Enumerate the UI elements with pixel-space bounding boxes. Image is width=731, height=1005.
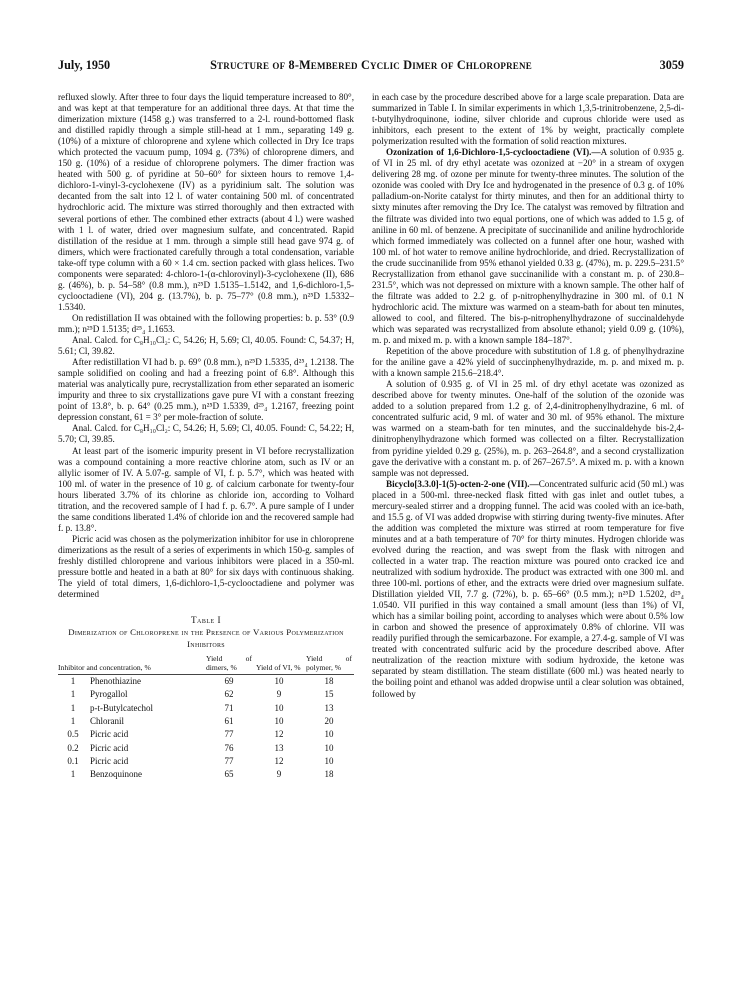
dimers-cell: 71 <box>224 702 234 713</box>
section-heading: Bicyclo[3.3.0]-1(5)-octen-2-one (VII).— <box>386 478 539 489</box>
table-row <box>58 742 354 755</box>
right-column <box>372 92 684 700</box>
dimers-cell: 62 <box>224 689 234 700</box>
column-header: Yield of polymer, % <box>306 654 352 673</box>
inhibitor-cell: Picric acid <box>90 729 129 740</box>
vi-cell: 10 <box>274 716 284 727</box>
paragraph: After redistillation VI had b. p. 69° (0.8 mm.), n²⁵D 1.5335, d²⁵₄ 1.2138. The sample solidified on cooling and had a freezing point of 6.8°. Although this material was analytically pure, recrystallization from ether separated an isomeric impurity and three to six crystallizations gave pure VI with a constant freezing point of 13.8°, b. p. 64° (0.25 mm.), n²⁵D 1.5339, d²⁵₄ 1.2167, freezing point depression constant, 61 = 3° per mole-fraction of solute. <box>58 357 354 423</box>
running-title: Structure of 8-Membered Cyclic Dimer of Chloroprene <box>210 58 532 72</box>
concentration-cell: 1 <box>70 702 76 713</box>
inhibitor-cell: Chloranil <box>90 716 124 727</box>
inhibitor-cell: p-t-Butylcatechol <box>90 702 153 713</box>
dimers-cell: 76 <box>224 742 234 753</box>
page-number: 3059 <box>659 58 684 72</box>
inhibitor-cell: Pyrogallol <box>90 689 128 700</box>
paragraph: On redistillation II was obtained with the following properties: b. p. 53° (0.9 mm.); n²⁵D 1.5135; d²⁵₄ 1.1653. <box>58 312 354 334</box>
bicyclooctenone-paragraph <box>372 479 684 700</box>
column-header: Yield of VI, % <box>256 663 301 673</box>
vi-cell: 10 <box>274 702 284 713</box>
inhibitor-cell: Benzoquinone <box>90 769 142 780</box>
paragraph-body: A solution of 0.935 g. of VI in 25 ml. of dry ethyl acetate was ozonized at −20° in a stream of oxygen delivering 28 mg. of ozone per minute for twenty-three minutes. The solution of the ozonide was cooled with Dry Ice and hydrogenated in the presence of 0.3 g. of 10% palladium-on-Norite catalyst for thirty minutes, and then for an additional thirty to sixty minutes after removing the Dry Ice. The catalyst was removed by filtration and the filtrate was divided into two equal portions, one of which was added to 1.5 g. of aniline in 60 ml. of benzene. A precipitate of succinanilide and aniline hydrochloride which formed immediately was collected on a funnel after one hour, washed with 100 ml. of hot water to remove aniline hydrochloride, and dried. Recrystallization of the crude succinanilide from 95% ethanol yielded 0.33 g. (47%), m. p. 229.5–231.5° Recrystallization from ethanol gave succinanilide with a constant m. p. of 230.8–231.5°, which was not depressed on mixture with a known sample. The other half of the filtrate was added to 2.2 g. of p-nitrophenylhydrazine in 300 ml. of 0.1 N hydrochloric acid. The mixture was warmed on a steam-bath for about ten minutes, allowed to cool, and filtered. The bis-p-nitrophenylhydrazone of succinaldehyde which was separated was recrystallized from absolute ethanol; yield 0.09 g. (10%), m. p. and mixed m. p. with a known sample 184–187°. <box>372 147 685 346</box>
vi-cell: 9 <box>276 689 282 700</box>
polymer-cell: 20 <box>324 716 334 727</box>
polymer-cell: 18 <box>324 769 334 780</box>
concentration-cell: 1 <box>70 676 76 687</box>
dimers-cell: 65 <box>224 769 234 780</box>
analysis-paragraph: Anal. Calcd. for C₈H₁₀Cl₂: C, 54.26; H, 5.69; Cl, 40.05. Found: C, 54.22; H, 5.70; Cl, 39.85. <box>58 423 354 445</box>
table-row <box>58 675 354 689</box>
polymer-cell: 18 <box>324 676 334 687</box>
table-row <box>58 755 354 768</box>
inhibitor-table <box>58 654 354 781</box>
journal-date: July, 1950 <box>58 58 111 72</box>
vi-cell: 12 <box>274 729 284 740</box>
concentration-cell: 0.2 <box>67 742 79 753</box>
ozonization-paragraph <box>372 147 684 346</box>
concentration-cell: 1 <box>70 769 76 780</box>
table-header-row <box>58 654 354 675</box>
table-caption <box>58 614 354 650</box>
vi-cell: 12 <box>274 755 284 766</box>
polymer-cell: 10 <box>324 742 334 753</box>
table-row <box>58 715 354 728</box>
paragraph: Repetition of the above procedure with substitution of 1.8 g. of phenylhydrazine for the aniline gave a 42% yield of succinphenylhydrazide, m. p. and mixed m. p. with a known sample 215.6–218.4°. <box>372 346 684 379</box>
table-row <box>58 688 354 701</box>
concentration-cell: 1 <box>70 689 76 700</box>
dimers-cell: 61 <box>224 716 234 727</box>
inhibitor-cell: Phenothiazine <box>90 676 141 687</box>
table-row <box>58 768 354 781</box>
dimers-cell: 77 <box>224 755 234 766</box>
table-row <box>58 728 354 741</box>
concentration-cell: 1 <box>70 716 76 727</box>
table-title: Dimerization of Chloroprene in the Presence of Various Polymerization Inhibitors <box>68 627 344 650</box>
concentration-cell: 0.5 <box>67 729 79 740</box>
paragraph: refluxed slowly. After three to four days the liquid temperature increased to 80°, and was kept at that temperature for an additional three days. At that time the dimerization mixture (1458 g.) was transferred to a 2-l. round-bottomed flask and distilled rapidly through a simple still-head at 1 mm., separating 149 g. (10%) of a mixture of chloroprene and xylene which collected in Dry Ice traps which protected the vacuum pump, 1094 g. (73%) of chloroprene dimers, and 150 g. (10%) of a residue of chloroprene polymers. The dimer fraction was heated with 500 g. of pyridine at 50–60° for sixteen hours to remove 1,4-dichloro-1-vinyl-3-cyclohexene (IV) as a pyridinium salt. The solution was decanted from the salt into 12 l. of water containing 500 ml. of concentrated hydrochloric acid. The mixture was stirred thoroughly and then extracted with several portions of ether. The combined ether extracts (about 4 l.) were washed with 1 l. of water, dried over magnesium sulfate, and concentrated. Rapid distillation of the residue at 1 mm. through a simple still head gave 974 g. of dimers, which were fractionated carefully through a total condensation, variable take-off type column with a 60 × 1.4 cm. section packed with glass helices. Two components were separated: 4-chloro-1-(α-chlorovinyl)-3-cyclohexene (II), 686 g. (46%), b. p. 54–58° (0.8 mm.), n²⁵D 1.5135–1.5142, and 1,6-dichloro-1,5-cyclooctadiene (VI), 204 g. (13.7%), b. p. 75–77° (0.8 mm.), n²⁵D 1.5332–1.5340. <box>58 92 354 312</box>
vi-cell: 13 <box>274 742 284 753</box>
inhibitor-cell: Picric acid <box>90 742 129 753</box>
left-column <box>58 92 354 782</box>
paragraph: in each case by the procedure described above for a large scale preparation. Data are summarized in Table I. In similar experiments in which 1,3,5-trinitrobenzene, 2,5-di-t-butylhydroquinone, iodine, silver chloride and cuprous chloride were used as inhibitors, each present to the extent of 1% by weight, practically complete polymerization resulted with the formation of solid reaction mixtures. <box>372 92 684 147</box>
analysis-paragraph: Anal. Calcd. for C₈H₁₀Cl₂: C, 54.26; H, 5.69; Cl, 40.05. Found: C, 54.37; H, 5.61; Cl, 39.82. <box>58 335 354 357</box>
page-header <box>58 58 684 74</box>
polymer-cell: 13 <box>324 702 334 713</box>
concentration-cell: 0.1 <box>67 755 79 766</box>
dimers-cell: 77 <box>224 729 234 740</box>
paragraph: At least part of the isomeric impurity present in VI before recrystallization was a compound containing a more reactive chlorine atom, such as IV or an allylic isomer of IV. A 5.07-g. sample of VI, f. p. 5.7°, which was heated with 100 ml. of water in the presence of 10 g. of calcium carbonate for twenty-four hours liberated 3.7% of its chlorine as chloride ion, according to Volhard titration, and the recovered sample of I had f. p. 6.7°. A pure sample of I under the same conditions liberated 1.4% of chloride ion and the recovered sample had f. p. 13.8°. <box>58 445 354 533</box>
polymer-cell: 10 <box>324 729 334 740</box>
table-number: Table I <box>190 615 222 626</box>
table-row <box>58 702 354 715</box>
paragraph: A solution of 0.935 g. of VI in 25 ml. of dry ethyl acetate was ozonized as described above for twenty minutes. One-half of the solution of the ozonide was added to a solution prepared from 1.2 g. of 2,4-dinitrophenylhydrazine, 6 ml. of concentrated sulfuric acid, 9 ml. of water and 30 ml. of 95% ethanol. The mixture was warmed on a steam-bath for ten minutes, and the succinaldehyde bis-2,4-dinitrophenylhydrazone which formed was collected on a filter. Recrystallization from pyridine yielded 0.29 g. (25%), m. p. 263–264.8°, and a second crystallization gave the derivative with a constant m. p. of 267–267.5°. A mixed m. p. with a known sample was not depressed. <box>372 379 684 478</box>
section-heading: Ozonization of 1,6-Dichloro-1,5-cyclooctadiene (VI).— <box>386 147 601 158</box>
vi-cell: 9 <box>276 769 282 780</box>
column-header: Inhibitor and concentration, % <box>58 663 151 673</box>
dimers-cell: 69 <box>224 676 234 687</box>
vi-cell: 10 <box>274 676 284 687</box>
paragraph: Picric acid was chosen as the polymerization inhibitor for use in chloroprene dimerizations as the result of a series of experiments in which 150-g. samples of freshly distilled chloroprene and various inhibitors were placed in a 350-ml. pressure bottle and heated in a bath at 80° for six days with continuous shaking. The yield of total dimers, 1,6-dichloro-1,5-cyclooctadiene and polymer was determined <box>58 533 354 600</box>
inhibitor-cell: Picric acid <box>90 755 129 766</box>
paragraph-body: Concentrated sulfuric acid (50 ml.) was placed in a 500-ml. three-necked flask fitted with gas inlet and outlet tubes, a mercury-sealed stirrer and a dropping funnel. The acid was cooled with an ice-bath, and 15.5 g. of VI was added dropwise with stirring during twenty-five minutes. After the addition was completed the mixture was stirred at room temperature for five minutes and at a bath temperature of 70° for thirty minutes. Hydrogen chloride was evolved during the reaction, and was swept from the flask with nitrogen and collected in a water trap. The reaction mixture was poured onto cracked ice and neutralized with sodium hydroxide. The product was extracted with one 300 ml. and three 100-ml. portions of ether, and the extracts were dried over magnesium sulfate. Distillation yielded VII, 7.7 g. (72%), b. p. 65–66° (0.5 mm.); n²⁵D 1.5202, d²⁵₄ 1.0540. VII purified in this way contained a small amount (less than 1%) of VI, which has a similar boiling point, according to analyses which were about 0.5% low in carbon and showed the presence of approximately 0.8% of chlorine. VII was readily purified through the semicarbazone. For example, a 27.4-g. sample of VI was treated with concentrated sulfuric acid by the procedure described above. After neutralization of the reaction mixture with sodium hydroxide, the ketone was separated by steam distillation. The steam distillate (600 ml.) was heated nearly to the boiling point and ethanol was added dropwise until a clear solution was obtained, followed by <box>372 478 684 699</box>
polymer-cell: 15 <box>324 689 334 700</box>
column-header: Yield of dimers, % <box>206 654 252 673</box>
polymer-cell: 10 <box>324 755 334 766</box>
